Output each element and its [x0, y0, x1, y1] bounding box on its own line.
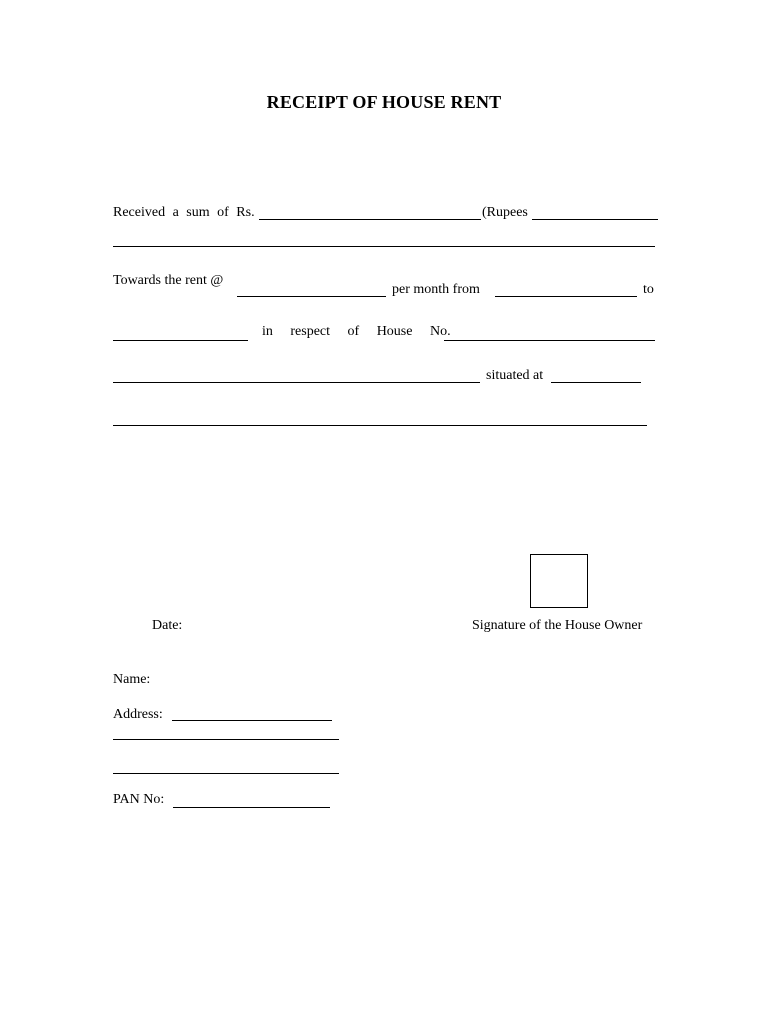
- owner-name-label: Name:: [113, 672, 151, 687]
- situated-at-label: situated at: [486, 368, 544, 383]
- to-label: to: [643, 282, 654, 297]
- house-address-line[interactable]: [113, 382, 480, 383]
- owner-address-line-3[interactable]: [113, 773, 339, 774]
- situated-at-line[interactable]: [551, 382, 641, 383]
- amount-words-line[interactable]: [532, 219, 658, 220]
- owner-address-line-1[interactable]: [172, 720, 332, 721]
- per-month-label: per month from: [392, 282, 480, 297]
- owner-address-line-2[interactable]: [113, 739, 339, 740]
- revenue-stamp-box: [530, 554, 588, 608]
- pan-label: PAN No:: [113, 792, 165, 807]
- received-label: Received a sum of Rs.: [113, 205, 255, 220]
- house-number-label: in respect of House No.: [262, 324, 451, 339]
- pan-number-line[interactable]: [173, 807, 330, 808]
- page-title: RECEIPT OF HOUSE RENT: [266, 92, 502, 112]
- amount-words-continuation-line[interactable]: [113, 246, 655, 247]
- from-date-line[interactable]: [495, 296, 637, 297]
- date-label: Date:: [152, 618, 183, 633]
- rent-rate-line[interactable]: [237, 296, 386, 297]
- location-continuation-line[interactable]: [113, 425, 647, 426]
- rupees-label: (Rupees: [482, 205, 528, 220]
- owner-signature-label: Signature of the House Owner: [472, 618, 643, 633]
- house-number-line[interactable]: [444, 340, 655, 341]
- to-date-line[interactable]: [113, 340, 248, 341]
- owner-address-label: Address:: [113, 707, 163, 722]
- towards-rent-label: Towards the rent @: [113, 273, 224, 288]
- amount-rs-line[interactable]: [259, 219, 481, 220]
